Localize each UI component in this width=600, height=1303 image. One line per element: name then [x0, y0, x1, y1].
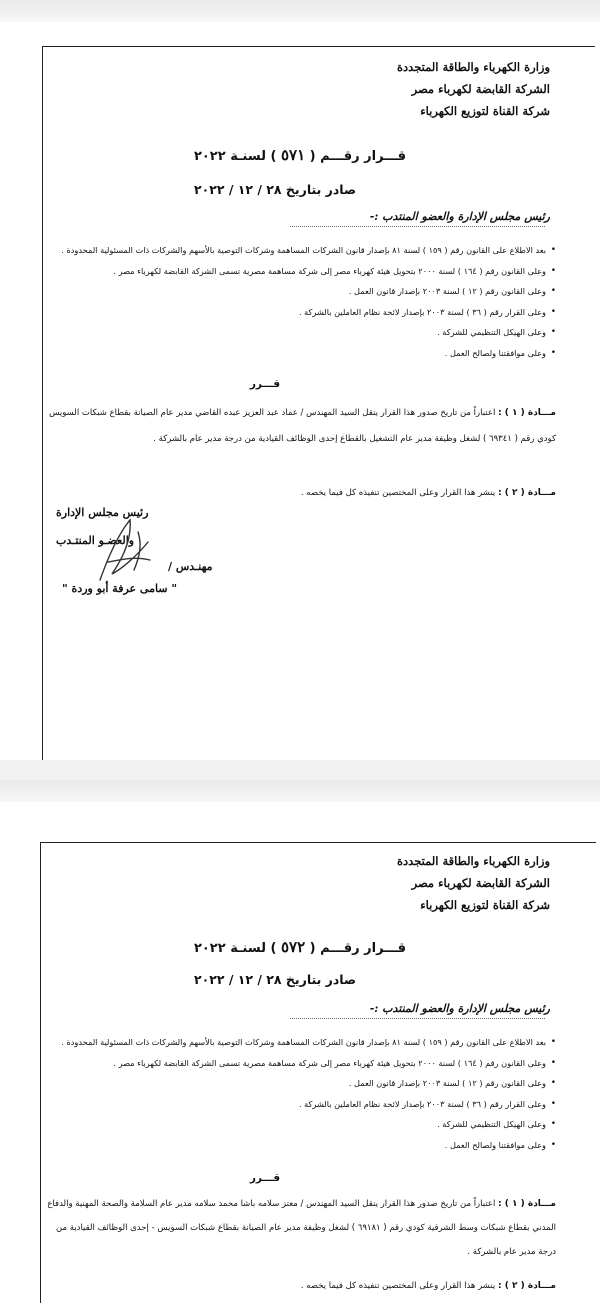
letterhead-distribution-company: شركة القناة لتوزيع الكهرباء — [420, 104, 550, 118]
decision-suffix: ) لسنـة ٢٠٢٢ — [193, 149, 277, 164]
article-1-text: اعتباراً من تاريخ صدور هذا القرار ينقل السيد المهندس / معتز سلامه باشا محمد سلامه مدير عام السلامة والصحة المهنية والدفاع المدني بقطاع شبكات وسط الشرقية كودي رقم ( ٦٩١٨١ ) لشغل وظيفة مدير عام الصيانة بقطاع شبكات السويس - إحدى الوظائف القيادية من درجة مدير عام بالشركة . — [47, 1199, 556, 1257]
list-item: • وعلى القرار رقم ( ٣٦ ) لسنة ٢٠٠٣ بإصدار لائحة نظام العاملين بالشركة . — [50, 1094, 556, 1115]
decision-number: ٥٧١ — [280, 146, 306, 164]
signatory-title-1: رئيس مجلس الإدارة — [56, 506, 149, 519]
decides-heading: قـــرر — [249, 378, 281, 390]
list-item: • وعلى الهيكل التنظيمي للشركة . — [50, 1114, 556, 1135]
signatory-title-2: والعضـو المنتـدب — [56, 534, 135, 547]
list-item: • وعلى القانون رقم ( ١٦٤ ) لسنة ٢٠٠٠ بتحويل هيئة كهرباء مصر إلى شركة مساهمة مصرية تسمى الشركة القابضة لكهرباء مصر . — [50, 261, 556, 282]
article-2 — [44, 1276, 556, 1296]
letterhead-ministry: وزارة الكهرباء والطاقة المتجددة — [397, 60, 550, 74]
decision-title — [150, 938, 450, 956]
article-2-label: مـــادة ( ٢ ) : — [498, 1281, 556, 1291]
list-item: • وعلى القانون رقم ( ١٢ ) لسنة ٢٠٠٣ بإصدار قانون العمل . — [50, 1073, 556, 1094]
document-page-2 — [0, 780, 600, 1300]
decision-prefix: قـــرار رقـــم ( — [309, 149, 407, 164]
addressee-underline — [290, 1018, 545, 1019]
letterhead — [397, 850, 550, 916]
article-1-label: مـــادة ( ١ ) : — [498, 408, 556, 418]
handwritten-signature — [90, 512, 160, 590]
article-2-label: مـــادة ( ٢ ) : — [498, 488, 556, 498]
decision-number: ٥٧٢ — [280, 938, 306, 956]
list-item: • وعلى القانون رقم ( ١٢ ) لسنة ٢٠٠٣ بإصدار قانون العمل . — [50, 281, 556, 302]
letterhead-holding-company: الشركة القابضة لكهرباء مصر — [411, 82, 550, 96]
article-1 — [44, 1192, 556, 1264]
article-2-text: ينشر هذا القرار وعلى المختصين تنفيذه كل فيما يخصه . — [300, 488, 496, 498]
signatory-name: " سامى عرفة أبو وردة " — [62, 582, 178, 595]
issue-date: صادر بتاريخ ٢٨ / ١٢ / ٢٠٢٢ — [193, 182, 357, 197]
letterhead-ministry: وزارة الكهرباء والطاقة المتجددة — [397, 854, 550, 868]
addressee-underline — [290, 226, 545, 227]
article-1-label: مـــادة ( ١ ) : — [498, 1199, 556, 1209]
letterhead — [397, 56, 550, 122]
preamble-list — [50, 1032, 556, 1155]
article-2-text: ينشر هذا القرار وعلى المختصين تنفيذه كل فيما يخصه . — [300, 1281, 496, 1291]
issue-date: صادر بتاريخ ٢٨ / ١٢ / ٢٠٢٢ — [193, 972, 357, 987]
decision-prefix: قـــرار رقـــم ( — [309, 941, 407, 956]
preamble-list — [50, 240, 556, 363]
article-2 — [44, 480, 556, 506]
letterhead-holding-company: الشركة القابضة لكهرباء مصر — [411, 876, 550, 890]
addressee: رئيس مجلس الإدارة والعضو المنتدب :- — [369, 1002, 550, 1015]
page-separator — [0, 760, 600, 780]
decision-suffix: ) لسنـة ٢٠٢٢ — [193, 941, 277, 956]
article-1-text: اعتباراً من تاريخ صدور هذا القرار ينقل السيد المهندس / عماد عبد العزيز عبده القاضي مدير عام الصيانة بقطاع شبكات السويس كودي رقم ( ٦٩٣٤١ ) لشغل وظيفة مدير عام التشغيل بالقطاع إحدى الوظائف القيادية من درجة مدير عام بالشركة . — [49, 408, 556, 444]
scan-edge-band — [0, 0, 600, 22]
list-item: • وعلى موافقتنا ولصالح العمل . — [50, 343, 556, 364]
list-item: • بعد الاطلاع على القانون رقم ( ١٥٩ ) لسنة ٨١ بإصدار قانون الشركات المساهمة وشركات التوصية بالأسهم والشركات ذات المسئولية المحدودة . — [50, 240, 556, 261]
addressee: رئيس مجلس الإدارة والعضو المنتدب :- — [369, 210, 550, 223]
decision-title — [150, 146, 450, 164]
scan-edge-band — [0, 780, 600, 802]
list-item: • وعلى القرار رقم ( ٣٦ ) لسنة ٢٠٠٣ بإصدار لائحة نظام العاملين بالشركة . — [50, 302, 556, 323]
letterhead-distribution-company: شركة القناة لتوزيع الكهرباء — [420, 898, 550, 912]
list-item: • بعد الاطلاع على القانون رقم ( ١٥٩ ) لسنة ٨١ بإصدار قانون الشركات المساهمة وشركات التوصية بالأسهم والشركات ذات المسئولية المحدودة . — [50, 1032, 556, 1053]
decides-heading: قـــرر — [249, 1172, 281, 1184]
article-1 — [44, 400, 556, 452]
signatory-engineer-label: مهنـدس / — [168, 560, 213, 573]
list-item: • وعلى الهيكل التنظيمي للشركة . — [50, 322, 556, 343]
list-item: • وعلى القانون رقم ( ١٦٤ ) لسنة ٢٠٠٠ بتحويل هيئة كهرباء مصر إلى شركة مساهمة مصرية تسمى الشركة القابضة لكهرباء مصر . — [50, 1053, 556, 1074]
list-item: • وعلى موافقتنا ولصالح العمل . — [50, 1135, 556, 1156]
